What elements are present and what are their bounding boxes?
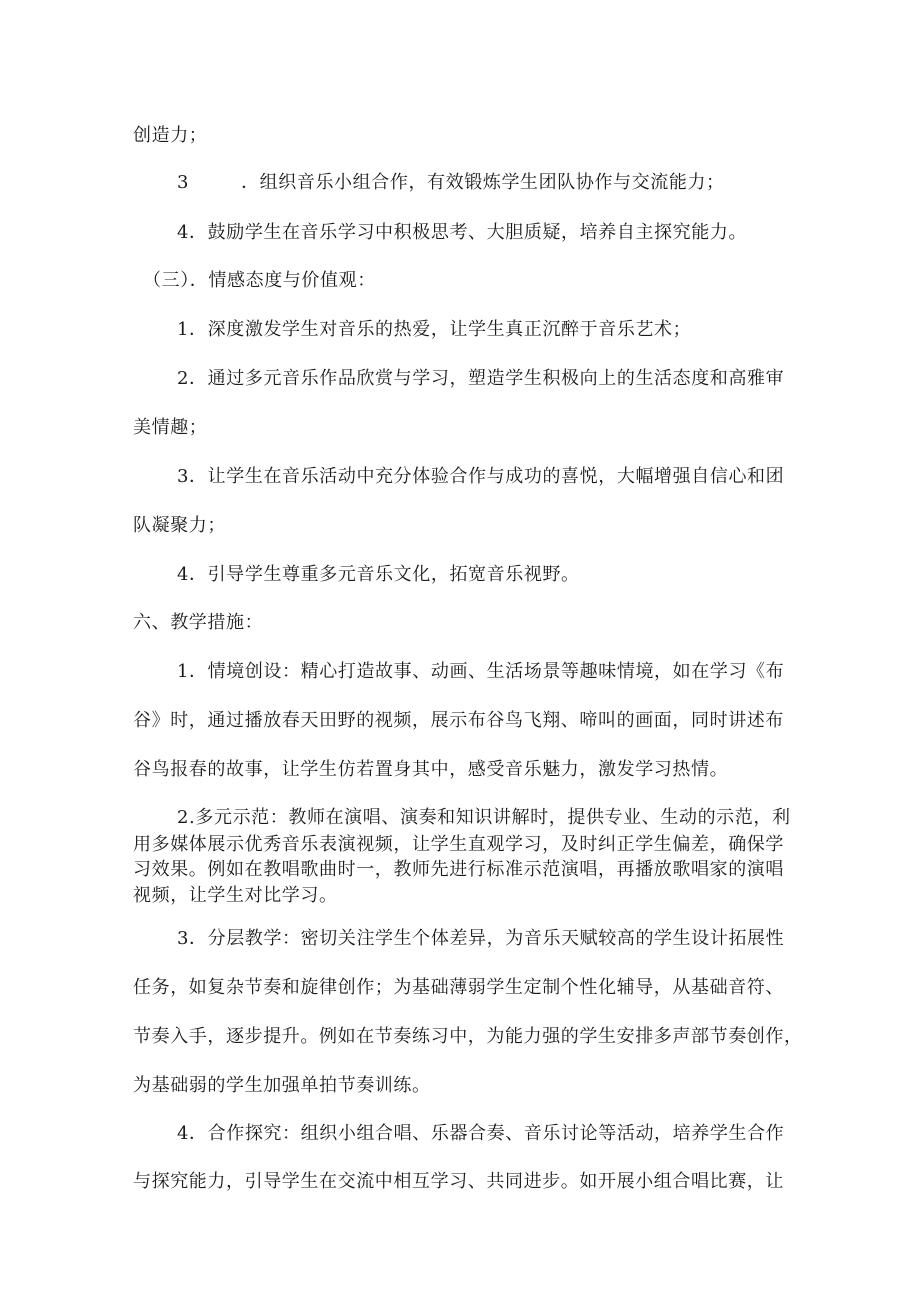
- item-text: ．组织音乐小组合作，有效锻炼学生团队协作与交流能力；: [241, 172, 725, 193]
- text-line: 2．通过多元音乐作品欣赏与学习，塑造学生积极向上的生活态度和高雅审: [177, 368, 785, 389]
- text-line: 队凝聚力；: [133, 515, 226, 536]
- section-heading: 六、教学措施：: [133, 612, 264, 633]
- text-line: 习效果。例如在教唱歌曲时一，教师先进行标准示范演唱，再播放歌唱家的演唱: [133, 859, 784, 880]
- text-line: 4．引导学生尊重多元音乐文化，拓宽音乐视野。: [177, 564, 580, 585]
- text-line: 视频，让学生对比学习。: [133, 885, 338, 906]
- text-line: 节奏入手，逐步提升。例如在节奏练习中，为能力强的学生安排多声部节奏创作，: [133, 1026, 803, 1047]
- text-line: 1．深度激发学生对音乐的热爱，让学生真正沉醉于音乐艺术；: [177, 319, 692, 340]
- text-line: 3．让学生在音乐活动中充分体验合作与成功的喜悦，大幅增强自信心和团: [177, 466, 785, 487]
- text-line: 任务，如复杂节奏和旋律创作；为基础薄弱学生定制个性化辅导，从基础音符、: [133, 977, 784, 998]
- text-line: 美情趣；: [133, 417, 208, 438]
- item-number: 3: [177, 172, 190, 193]
- text-line: 4．合作探究：组织小组合唱、乐器合奏、音乐讨论等活动，培养学生合作: [177, 1123, 785, 1144]
- section-heading: （三）．情感态度与价值观：: [143, 270, 376, 291]
- text-line: 为基础弱的学生加强单拍节奏训练。: [133, 1075, 431, 1096]
- text-line: [177, 171, 725, 195]
- text-line: 用多媒体展示优秀音乐表演视频，让学生直观学习，及时纠正学生偏差，确保学: [133, 834, 784, 855]
- text-line: 3．分层教学：密切关注学生个体差异，为音乐天赋较高的学生设计拓展性: [177, 928, 785, 949]
- text-line: 2.多元示范：教师在演唱、演奏和知识讲解时，提供专业、生动的示范，利: [177, 807, 791, 828]
- text-line: 谷鸟报春的故事，让学生仿若置身其中，感受音乐魅力，激发学习热情。: [133, 759, 729, 780]
- text-line: 1．情境创设：精心打造故事、动画、生活场景等趣味情境，如在学习《布: [177, 661, 785, 682]
- text-line: 与探究能力，引导学生在交流中相互学习、共同进步。如开展小组合唱比赛，让: [133, 1171, 784, 1192]
- text-line: 创造力；: [133, 125, 208, 146]
- text-line: 谷》时，通过播放春天田野的视频，展示布谷鸟飞翔、啼叫的画面，同时讲述布: [133, 710, 784, 731]
- text-line: 4．鼓励学生在音乐学习中积极思考、大胆质疑，培养自主探究能力。: [177, 222, 748, 243]
